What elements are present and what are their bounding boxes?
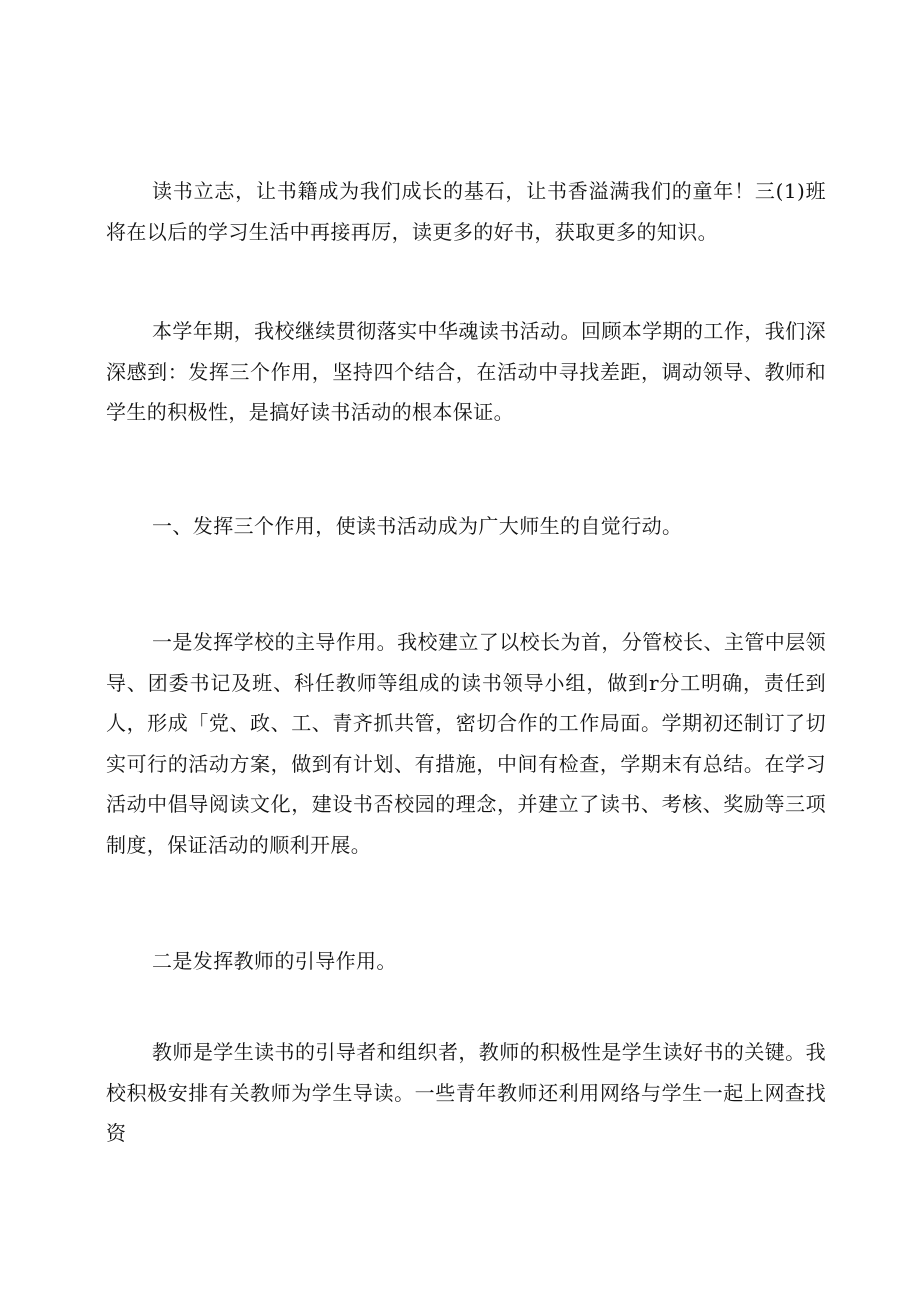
- paragraph-teacher-guidance: 教师是学生读书的引导者和组织者，教师的积极性是学生读好书的关键。我校积极安排有关教师为学生导读。一些青年教师还利用网络与学生一起上网查找资: [106, 1040, 826, 1145]
- paragraph-semester-overview: 本学年期，我校继续贯彻落实中华魂读书活动。回顾本学期的工作，我们深深感到：发挥三个作用，坚持四个结合，在活动中寻找差距，调动领导、教师和学生的积极性，是搞好读书活动的根本保证。: [106, 319, 826, 424]
- paragraph-school-leading-role: 一是发挥学校的主导作用。我校建立了以校长为首，分管校长、主管中层领导、团委书记及班、科任教师等组成的读书领导小组，做到r分工明确，责任到人，形成「党、政、工、青齐抓共管，密切合作的工作局面。学期初还制订了切实可行的活动方案，做到有计划、有措施，中间有检查，学期末有总结。在学习活动中倡导阅读文化，建设书否校园的理念，并建立了读书、考核、奖励等三项制度，保证活动的顺利开展。: [106, 630, 826, 857]
- paragraph-class-reading-summary: 读书立志，让书籍成为我们成长的基石，让书香溢满我们的童年！三(1)班将在以后的学习生活中再接再厉，读更多的好书，获取更多的知识。: [106, 179, 826, 244]
- paragraph-teacher-guiding-role-heading: 二是发挥教师的引导作用。: [152, 949, 397, 973]
- section-heading-three-roles: 一、发挥三个作用，使读书活动成为广大师生的自觉行动。: [152, 514, 683, 538]
